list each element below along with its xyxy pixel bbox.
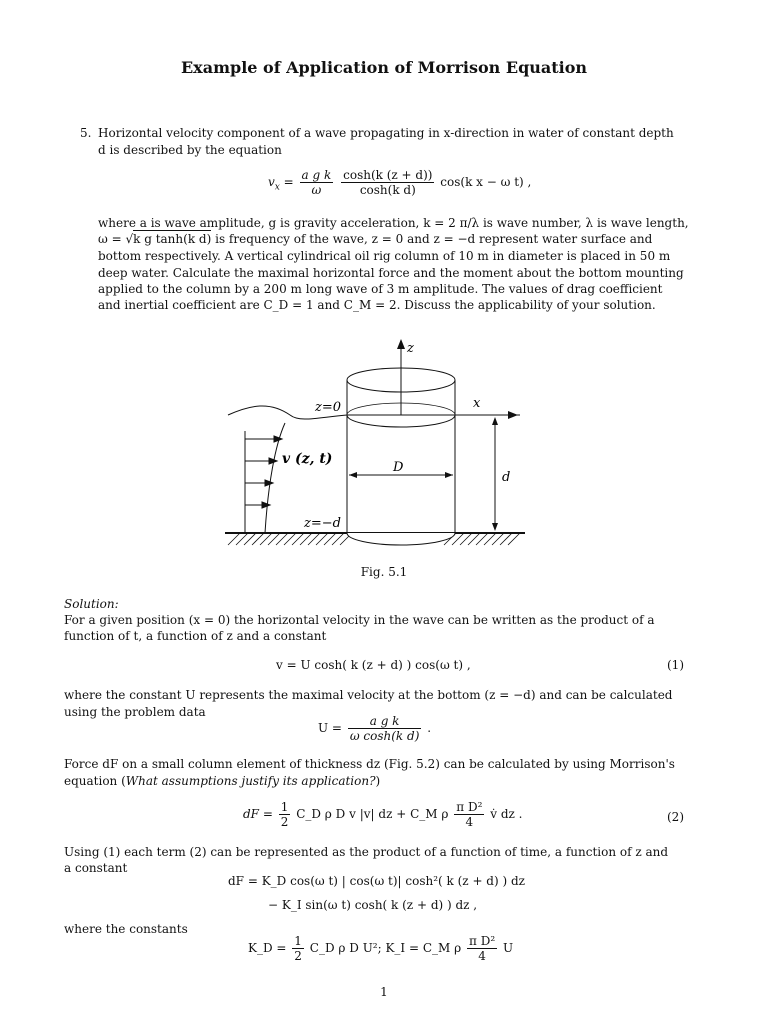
- eq-vx-tail: cos(k x − ω t) ,: [440, 175, 532, 189]
- solution-line5: Force dF on a small column element of thickness dz (Fig. 5.2) can be calculated by using Morrison's: [64, 757, 675, 771]
- solution-line6: equation (What assumptions justify its application?): [64, 774, 381, 788]
- fig-label-depth: d: [502, 470, 511, 485]
- solution-line4: using the problem data: [64, 705, 206, 719]
- equation-3b: − K_I sin(ω t) cosh( k (z + d) ) dz ,: [268, 898, 478, 912]
- page-title: Example of Application of Morrison Equation: [180, 58, 588, 77]
- equation-3a: dF = K_D cos(ω t) | cos(ω t)| cosh²( k (z + d) ) dz: [228, 874, 525, 888]
- problem-line5: applied to the column by a 200 m long wave of 3 m amplitude. The values of drag coefficient: [98, 282, 663, 296]
- eq-vx-sub: x: [274, 182, 280, 193]
- equation-2-number: (2): [667, 810, 684, 824]
- problem-line4: deep water. Calculate the maximal horizontal force and the moment about the bottom mounting: [98, 266, 684, 280]
- fig-label-bottom: z=−d: [304, 516, 341, 531]
- figure-caption: Fig. 5.1: [360, 565, 408, 579]
- fig-label-diameter: D: [393, 460, 404, 475]
- equation-U: U = $\frac{\text{a g k}}{\text{ω cosh(k d)}}$ .: [318, 714, 432, 743]
- problem-line6: and inertial coefficient are C_D = 1 and C_M = 2. Discuss the applicability of your solution.: [98, 298, 656, 312]
- column-bottom: [347, 533, 455, 545]
- solution-line2: function of t, a function of z and a constant: [64, 629, 327, 643]
- waterline-front: [347, 415, 455, 427]
- equation-1: v = U cosh( k (z + d) ) cos(ω t) ,: [276, 658, 471, 672]
- problem-intro-line2: d is described by the equation: [98, 143, 282, 157]
- solution-line8: a constant: [64, 861, 128, 875]
- fig-label-velocity: v (z, t): [282, 451, 333, 467]
- solution-heading: Solution:: [64, 597, 119, 611]
- eq-vx-lhs: v: [268, 175, 275, 189]
- fig-label-z-axis: z: [407, 341, 414, 356]
- problem-line3: bottom respectively. A vertical cylindrical oil rig column of 10 m in diameter is placed in 50 m: [98, 249, 671, 263]
- velocity-equation: $v_x$ = $\frac{\text{a g k}}{\omega}$ $\frac{\cosh(k (z + d))}{\text{cosh(k d)}}$ cos(k x − ω t) ,: [268, 168, 532, 197]
- problem-line1: where a is wave amplitude, g is gravity acceleration, k = 2 π/λ is wave number, λ is wave length,: [98, 216, 689, 230]
- fig-label-surface: z=0: [315, 400, 342, 415]
- page-number: 1: [380, 985, 388, 999]
- solution-line7: Using (1) each term (2) can be represented as the product of a function of time, a function of z and: [64, 845, 669, 859]
- solution-line9: where the constants: [64, 922, 188, 936]
- fig-label-x-axis: x: [473, 396, 481, 411]
- z-axis-arrow: [397, 339, 405, 349]
- solution-line3: where the constant U represents the maximal velocity at the bottom (z = −d) and can be calculated: [64, 688, 673, 702]
- problem-number: 5.: [80, 126, 92, 140]
- equation-4: K_D = $\frac{1}{2}$ C_D ρ D U²; K_I = C_M ρ $\frac{\text{π D²}}{4}$ U: [248, 934, 514, 963]
- solution-line1: For a given position (x = 0) the horizontal velocity in the wave can be written as the product of a: [64, 613, 655, 627]
- equation-2: dF = $\frac{1}{2}$ C_D ρ D v |v| dz + C_M ρ $\frac{\text{π D²}}{4}$ v̇ dz .: [243, 800, 523, 829]
- x-axis-arrow: [508, 411, 518, 419]
- problem-line2: ω = √k g tanh(k d) is frequency of the wave, z = 0 and z = −d represent water surface and: [98, 232, 653, 246]
- eq-vx-frac2: $\frac{\cosh(k (z + d))}{\text{cosh(k d)}}$: [343, 168, 433, 197]
- figure-5-1: [220, 335, 530, 555]
- equation-1-number: (1): [667, 658, 684, 672]
- problem-intro-line1: Horizontal velocity component of a wave propagating in x-direction in water of constant depth: [98, 126, 674, 140]
- eq-vx-frac1: $\frac{\text{a g k}}{\omega}$: [301, 168, 332, 197]
